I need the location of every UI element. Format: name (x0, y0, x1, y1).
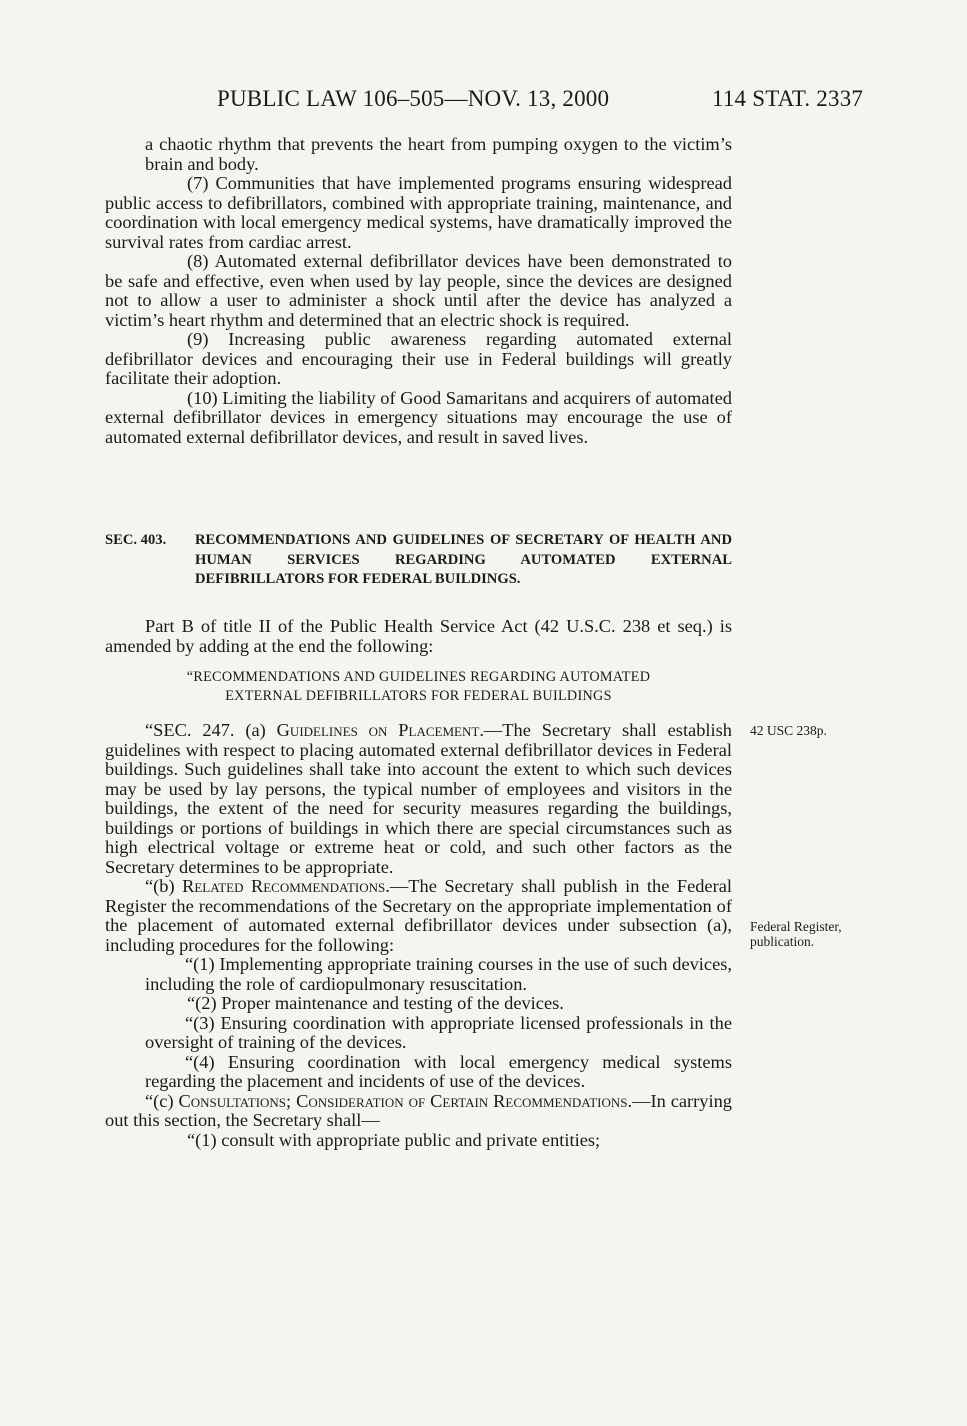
paragraph-b2: “(2) Proper maintenance and testing of the devices. (187, 993, 564, 1013)
paragraph-c1: “(1) consult with appropriate public and private entities; (187, 1129, 601, 1150)
margin-note-usc: 42 USC 238p. (750, 723, 827, 738)
subsection-a (105, 721, 732, 877)
subsection-a-heading: Guidelines on Placement (276, 720, 480, 740)
section-number: SEC. 403. (105, 532, 167, 548)
finding-8: (8) Automated external defibrillator devices have been demonstrated to be safe and effective, even when used by lay people, since the devices are designed not to allow a user to administer a shock until after the device has analyzed a victim’s heart rhythm and determined that an electric shock is required. (105, 251, 732, 330)
subsection-b (105, 877, 732, 955)
subsection-a-text: .—The Secretary shall establish guidelines with respect to placing automated external defibrillator devices in Federal buildings. Such guidelines shall take into account the extent to which such devices may be used by lay persons, the typical number of employees and visitors in the buildings, the extent of the need for security measures regarding the buildings, buildings or portions of buildings in which there are special circumstances such as high electrical voltage or extreme heat or cold, and such other factors as the Secretary determines to be appropriate. (105, 720, 732, 877)
paragraph-b1: “(1) Implementing appropriate training courses in the use of such devices, including the role of cardiopulmonary resuscitation. (145, 954, 732, 994)
subsection-c-lead: “(c) (145, 1090, 179, 1111)
section-title: RECOMMENDATIONS AND GUIDELINES OF SECRETARY OF HEALTH AND HUMAN SERVICES REGARDING AUTOMATED EXTERNAL DEFIBRILLATORS FOR FEDERAL BUILDINGS. (195, 532, 732, 587)
page-header-stat: 114 STAT. 2337 (712, 86, 864, 111)
margin-note-federal-register (750, 919, 842, 949)
subsection-b-text: .—The Secretary shall publish in the Federal Register the recommendations of the Secretary on the appropriate implementation of the placement of automated external defibrillator devices under subsection (a), including procedures for the following: (105, 876, 732, 955)
finding-10: (10) Limiting the liability of Good Samaritans and acquirers of automated external defibrillator devices in emergency situations may encourage the use of automated external defibrillator devices, and result in saved lives. (105, 387, 732, 447)
paragraph-b4: “(4) Ensuring coordination with local emergency medical systems regarding the placement and incidents of use of the devices. (145, 1051, 732, 1091)
subheading-line-2: EXTERNAL DEFIBRILLATORS FOR FEDERAL BUILDINGS (225, 688, 612, 704)
subsection-c (105, 1092, 732, 1131)
finding-7: (7) Communities that have implemented programs ensuring widespread public access to defibrillators, combined with appropriate training, maintenance, and coordination with local emergency medical systems, have dramatically improved the survival rates from cardiac arrest. (105, 173, 732, 252)
subsection-c-heading: Consultations; Consideration of Certain Recommendations (178, 1090, 628, 1111)
margin-note-fr-line-1: Federal Register, (750, 919, 842, 934)
section-heading (105, 531, 732, 590)
amendment-text (105, 617, 732, 656)
subsection-b-lead: “(b) (145, 876, 183, 896)
subheading-line-1: “RECOMMENDATIONS AND GUIDELINES REGARDING AUTOMATED (186, 669, 651, 685)
finding-9: (9) Increasing public awareness regarding automated external defibrillator devices and encouraging their use in Federal buildings will greatly facilitate their adoption. (105, 329, 732, 388)
page-header-law: PUBLIC LAW 106–505—NOV. 13, 2000 (217, 86, 610, 111)
findings-block (105, 135, 732, 447)
amendment-paragraph: Part B of title II of the Public Health Service Act (42 U.S.C. 238 et seq.) is amended by adding at the end the following: (105, 616, 732, 656)
inserted-subheading (105, 668, 732, 706)
section-247-body (105, 721, 732, 1150)
finding-6-continued: a chaotic rhythm that prevents the heart from pumping oxygen to the victim’s brain and body. (145, 134, 732, 174)
margin-note-fr-line-2: publication. (750, 934, 815, 949)
subsection-c-text: .—In carrying out this section, the Secretary shall— (105, 1090, 732, 1130)
subsection-a-lead: “SEC. 247. (a) (145, 720, 277, 740)
paragraph-b3: “(3) Ensuring coordination with appropriate licensed professionals in the oversight of training of the devices. (145, 1012, 732, 1052)
subsection-b-heading: Related Recommendations (182, 876, 386, 896)
